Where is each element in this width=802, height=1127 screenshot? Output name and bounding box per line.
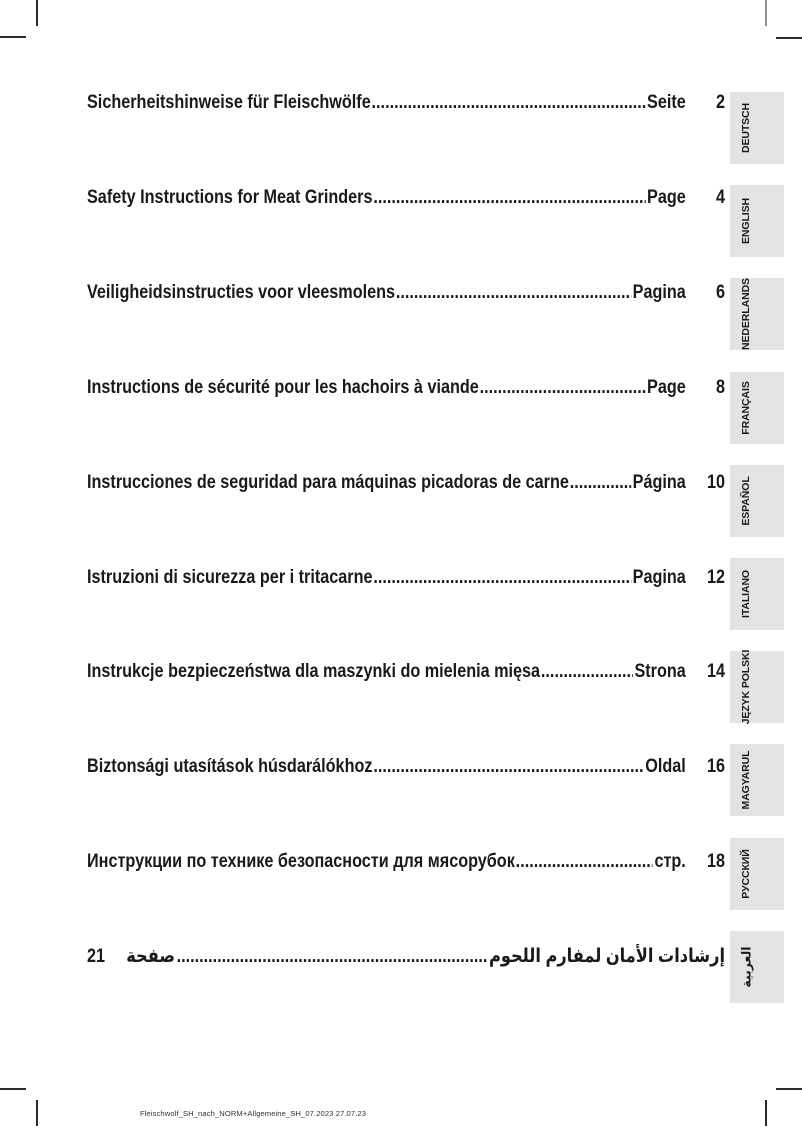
- lang-tab-espanol: [730, 465, 784, 537]
- toc-row-francais: [87, 377, 725, 399]
- toc-page-label: Page: [647, 186, 686, 208]
- lang-tab-francais: [730, 372, 784, 444]
- toc-row-deutsch: [87, 92, 725, 114]
- toc-page-number: 8: [716, 376, 726, 398]
- toc-entry-title: إرشادات الأمان لمفارم اللحوم: [488, 946, 725, 968]
- toc-page-number: 16: [707, 756, 726, 778]
- toc-dot-leader: [373, 187, 645, 209]
- crop-mark-bottom-right-vertical: [765, 1100, 767, 1126]
- toc-row-nederlands: [87, 282, 725, 304]
- toc-page-number: 18: [707, 851, 726, 873]
- toc-dot-leader: [372, 92, 646, 114]
- crop-mark-top-right-horizontal: [776, 37, 802, 39]
- toc-row-italiano: [87, 567, 725, 589]
- toc-page-number: 10: [707, 471, 726, 493]
- toc-page-label: Pagina: [632, 566, 686, 588]
- lang-tab-label: ESPAÑOL: [740, 476, 752, 526]
- lang-tab-label: العربية: [739, 946, 754, 988]
- toc-dot-leader: [373, 567, 631, 589]
- toc-dot-leader: [396, 282, 631, 304]
- toc-entry-title: Biztonsági utasítások húsdarálókhoz: [87, 756, 373, 778]
- toc-row-jezyk-polski: [87, 661, 725, 683]
- toc-page-label: صفحة: [126, 946, 176, 968]
- toc-row-english: [87, 187, 725, 209]
- toc-dot-leader: [480, 377, 646, 399]
- lang-tab-label: FRANÇAIS: [740, 380, 752, 435]
- lang-tab-russkij: [730, 838, 784, 910]
- toc-row-espanol: [87, 472, 725, 494]
- toc-entry-title: Instrucciones de seguridad para máquinas picadoras de carne: [87, 471, 569, 493]
- toc-entry-title: Instructions de sécurité pour les hachoirs à viande: [87, 376, 479, 398]
- lang-tab-arabic: [730, 931, 784, 1003]
- toc-page-number: 6: [716, 281, 726, 303]
- toc-entry-title: Safety Instructions for Meat Grinders: [87, 186, 373, 208]
- toc-page-number: 2: [716, 92, 726, 113]
- crop-mark-top-right-vertical: [765, 0, 767, 26]
- toc-page-number: 12: [707, 566, 726, 588]
- toc-page-label: Seite: [647, 92, 686, 113]
- crop-mark-bottom-right-horizontal: [776, 1088, 802, 1090]
- toc-page-label: Pagina: [632, 281, 686, 303]
- toc-dot-leader: [373, 756, 643, 778]
- toc-page-label: Strona: [634, 661, 686, 683]
- toc-dot-leader: [541, 661, 633, 683]
- lang-tab-italiano: [730, 558, 784, 630]
- lang-tab-magyarul: [730, 744, 784, 816]
- crop-mark-bottom-left-vertical: [36, 1100, 38, 1126]
- crop-mark-top-left-horizontal: [0, 36, 26, 38]
- lang-tab-label: JĘZYK POLSKI: [740, 649, 752, 725]
- lang-tab-label: ENGLISH: [740, 198, 752, 245]
- toc-entry-title: Veiligheidsinstructies voor vleesmolens: [87, 281, 396, 303]
- lang-tab-label: РУССКИЙ: [740, 848, 752, 899]
- toc-dot-leader: [176, 946, 487, 968]
- toc-dot-leader: [570, 472, 631, 494]
- toc-entry-title: Istruzioni di sicurezza per i tritacarne: [87, 566, 373, 588]
- lang-tab-english: [730, 185, 784, 257]
- toc-dot-leader: [516, 851, 653, 873]
- lang-tab-label: ITALIANO: [740, 570, 752, 618]
- toc-entry-title: Инструкции по технике безопасности для мясорубок: [87, 851, 515, 873]
- toc-page-number: 21: [86, 946, 105, 968]
- toc-page-number: 4: [716, 186, 726, 208]
- toc-page-label: Oldal: [645, 756, 686, 778]
- crop-mark-bottom-left-horizontal: [0, 1088, 26, 1090]
- footer-file-note: Fleischwolf_SH_nach_NORM+Allgemeine_SH_07.2023 27.07.23: [140, 1109, 367, 1118]
- toc-page-label: Página: [632, 471, 686, 493]
- toc-page-number: 14: [707, 661, 726, 683]
- toc-row-russkij: [87, 851, 725, 873]
- crop-mark-top-left-vertical: [36, 0, 38, 26]
- lang-tab-deutsch: [730, 92, 784, 164]
- lang-tab-label: MAGYARUL: [740, 750, 752, 810]
- lang-tab-label: NEDERLANDS: [740, 278, 752, 351]
- lang-tab-label: DEUTSCH: [740, 102, 752, 154]
- toc-row-arabic: [87, 946, 725, 968]
- lang-tab-nederlands: [730, 278, 784, 350]
- toc-row-magyarul: [87, 756, 725, 778]
- toc-entry-title: Sicherheitshinweise für Fleischwölfe: [87, 92, 371, 113]
- lang-tab-jezyk-polski: [730, 651, 784, 723]
- toc-page-label: стр.: [654, 851, 686, 873]
- toc-page-label: Page: [647, 376, 686, 398]
- toc-entry-title: Instrukcje bezpieczeństwa dla maszynki do mielenia mięsa: [87, 661, 541, 683]
